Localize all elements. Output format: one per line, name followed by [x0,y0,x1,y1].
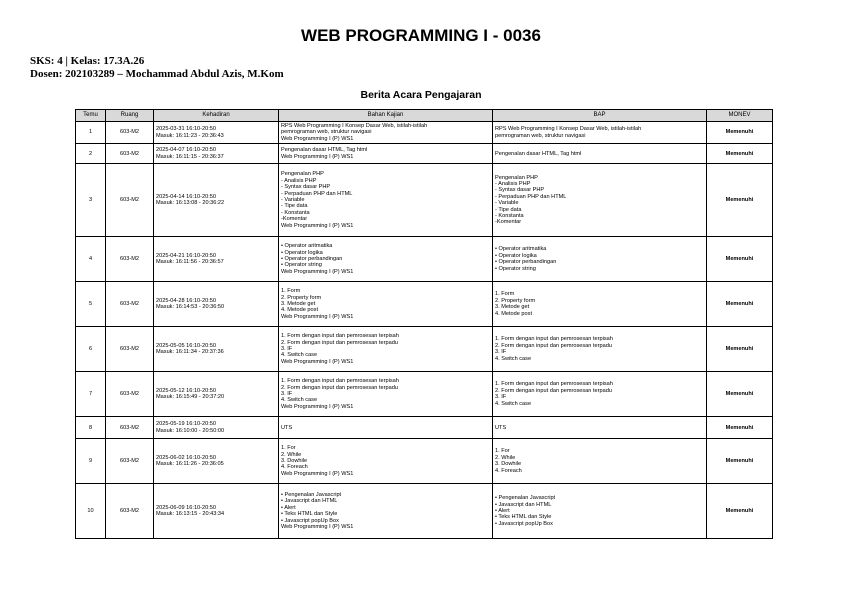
cell-bahan-kajian-line: • Operator perbandingan [281,256,343,263]
cell-kehadiran [154,164,279,237]
cell-bap-line: UTS [495,424,507,431]
cell-bap-line: 1. Form dengan input dan pemrosesan terpisah [495,336,613,343]
cell-bap [493,372,707,417]
cell-kehadiran [154,484,279,539]
cell-ruang: 603-M2 [106,417,154,439]
cell-bahan-kajian-line: Web Programming I (P) WS1 [281,268,354,275]
cell-bap-line: • Operator perbandingan [495,259,557,266]
section-title: Berita Acara Pengajaran [360,89,482,101]
cell-kehadiran-line: Masuk: 16:13:15 - 20:43:34 [156,511,225,518]
cell-temu: 7 [76,372,106,417]
cell-bap-line: RPS Web Programming I Konsep Dasar Web, istilah-istilah [495,126,642,133]
kelas-label: Kelas: [70,55,101,67]
cell-bahan-kajian-line: 1. Form [281,288,301,295]
cell-bahan-kajian-line: 4. Foreach [281,464,308,471]
cell-bap-line: 4. Switch case [495,355,532,362]
table-body [76,122,773,539]
cell-bahan-kajian-line: 2. Form dengan input dan pemrosesan terpadu [281,339,398,346]
cell-bap [493,237,707,282]
cell-bahan-kajian-line: 4. Switch case [281,397,318,404]
cell-ruang: 603-M2 [106,327,154,372]
cell-monev: Memenuhi [707,439,773,484]
cell-ruang: 603-M2 [106,237,154,282]
cell-bahan-kajian-line: 2. While [281,451,302,458]
cell-bahan-kajian-line: Web Programming I (P) WS1 [281,403,354,410]
cell-bahan-kajian-line: 1. Form dengan input dan pemrosesan terpisah [281,378,399,385]
cell-kehadiran-line: Masuk: 16:11:15 - 20:36:37 [156,153,224,160]
cell-temu: 10 [76,484,106,539]
cell-bap-line: 1. Form dengan input dan pemrosesan terpisah [495,381,613,388]
cell-bahan-kajian-line: 4. Metode post [281,307,319,314]
cell-bap [493,417,707,439]
cell-bap-line: • Operator string [495,265,536,272]
cell-bahan-kajian-line: • Pengenalan Javascript [281,492,342,498]
cell-kehadiran [154,327,279,372]
dosen-label: Dosen: [30,68,63,80]
cell-temu: 2 [76,144,106,164]
cell-bahan-kajian-line: pemrograman web, struktur navigasi [281,129,372,136]
cell-bap [493,484,707,539]
table-row [76,164,773,237]
cell-bap [493,122,707,144]
cell-kehadiran-line: 2025-04-21 16:10-20:50 [156,252,217,259]
cell-ruang: 603-M2 [106,282,154,327]
lecturer-info [30,68,284,81]
cell-bap [493,439,707,484]
cell-ruang: 603-M2 [106,164,154,237]
table-header-row [76,110,773,122]
table-row [76,417,773,439]
kelas-value: 17.3A.26 [103,55,145,67]
column-header-bahan-kajian: Bahan Kajian [279,110,493,122]
cell-bahan-kajian-line: - Analisis PHP [281,177,317,184]
cell-bahan-kajian-line: 1. For [281,445,296,452]
cell-temu: 1 [76,122,106,144]
sks-label: SKS: [30,55,55,67]
cell-bahan-kajian-line: 3. Dowhile [281,458,308,465]
cell-kehadiran [154,372,279,417]
cell-bap-line: • Javascript popUp Box [495,520,553,527]
cell-kehadiran-line: Masuk: 16:11:26 - 20:36:05 [156,461,224,468]
cell-bahan-kajian-line: • Operator logika [281,249,323,256]
cell-bahan-kajian-line: Pengenalan PHP [281,171,324,178]
cell-bahan-kajian [279,417,493,439]
cell-ruang: 603-M2 [106,484,154,539]
cell-kehadiran-line: 2025-04-14 16:10-20:50 [156,193,217,200]
teaching-record-table [75,109,773,539]
cell-kehadiran-line: Masuk: 16:10:00 - 20:50:00 [156,427,225,434]
cell-monev: Memenuhi [707,327,773,372]
column-header-kehadiran: Kehadiran [154,110,279,122]
cell-bahan-kajian-line: Web Programming I (P) WS1 [281,222,354,229]
cell-temu: 6 [76,327,106,372]
cell-monev: Memenuhi [707,417,773,439]
cell-ruang: 603-M2 [106,372,154,417]
cell-kehadiran-line: Masuk: 16:11:34 - 20:37:36 [156,349,224,356]
cell-temu: 3 [76,164,106,237]
table-row [76,372,773,417]
cell-bap-line: Pengenalan PHP [495,174,538,181]
cell-kehadiran-line: 2025-03-31 16:10-20:50 [156,126,217,133]
cell-bahan-kajian-line: - Syntax dasar PHP [281,184,331,191]
cell-bap-line: 2. While [495,454,516,461]
cell-bahan-kajian [279,372,493,417]
cell-bap-line: • Operator aritmatika [495,246,547,253]
cell-bahan-kajian-line: 3. Metode get [281,301,316,308]
cell-monev: Memenuhi [707,372,773,417]
cell-monev: Memenuhi [707,282,773,327]
cell-bahan-kajian-line: • Operator aritmatika [281,243,333,250]
cell-bap-line: Pengenalan dasar HTML, Tag html [495,150,582,157]
cell-kehadiran-line: 2025-05-12 16:10-20:50 [156,387,217,394]
cell-bap-line: - Perpaduan PHP dan HTML [495,193,567,200]
cell-bahan-kajian-line: Web Programming I (P) WS1 [281,358,354,365]
cell-bahan-kajian-line: 4. Switch case [281,352,318,359]
cell-ruang: 603-M2 [106,439,154,484]
cell-bap [493,282,707,327]
cell-bap-line: 1. Form [495,291,515,298]
cell-bahan-kajian-line: Web Programming I (P) WS1 [281,153,354,160]
cell-bap-line: 3. Dowhile [495,461,522,468]
cell-bahan-kajian-line: Web Programming I (P) WS1 [281,470,354,477]
cell-bap-line: 3. IF [495,394,507,401]
cell-bap-line: -Komentar [495,219,522,226]
cell-bahan-kajian [279,484,493,539]
cell-bahan-kajian [279,282,493,327]
cell-bahan-kajian-line: 3. IF [281,346,293,353]
cell-bahan-kajian-line: 1. Form dengan input dan pemrosesan terpisah [281,333,399,340]
cell-bap-line: - Syntax dasar PHP [495,187,545,194]
cell-kehadiran [154,237,279,282]
cell-ruang: 603-M2 [106,122,154,144]
cell-bap-line: 2. Property form [495,297,536,304]
cell-bap-line: - Konstanta [495,213,524,220]
cell-bap-line: • Pengenalan Javascript [495,495,556,502]
cell-bahan-kajian-line: - Variable [281,197,305,204]
cell-bap [493,327,707,372]
cell-ruang: 603-M2 [106,144,154,164]
cell-bahan-kajian-line: Web Programming I (P) WS1 [281,135,354,142]
cell-bahan-kajian-line: • Javascript popUp Box [281,517,339,524]
cell-bahan-kajian-line: - Perpaduan PHP dan HTML [281,190,353,197]
sks-value: 4 [57,55,63,67]
cell-kehadiran-line: 2025-06-02 16:10-20:50 [156,454,217,461]
cell-bahan-kajian-line: • Javascript dan HTML [281,498,338,505]
cell-kehadiran [154,122,279,144]
cell-bap-line: 2. Form dengan input dan pemrosesan terpadu [495,342,612,349]
cell-bahan-kajian [279,237,493,282]
column-header-bap: BAP [493,110,707,122]
cell-bahan-kajian [279,144,493,164]
column-header-temu: Temu [76,110,106,122]
cell-bahan-kajian-line: Web Programming I (P) WS1 [281,524,354,531]
cell-temu: 8 [76,417,106,439]
cell-monev: Memenuhi [707,144,773,164]
table-row [76,327,773,372]
cell-kehadiran-line: 2025-05-19 16:10-20:50 [156,421,217,428]
cell-bap-line: 4. Metode post [495,310,533,317]
cell-kehadiran [154,439,279,484]
cell-bap-line: 3. Metode get [495,304,530,311]
cell-bap-line: • Teks HTML dan Style [495,514,552,521]
cell-monev: Memenuhi [707,484,773,539]
table-row [76,484,773,539]
cell-bahan-kajian [279,164,493,237]
cell-bap [493,164,707,237]
cell-bap-line: pemrograman web, struktur navigasi [495,132,586,139]
cell-kehadiran-line: Masuk: 16:13:08 - 20:36:22 [156,200,225,207]
cell-monev: Memenuhi [707,122,773,144]
table-row [76,237,773,282]
cell-kehadiran-line: 2025-04-07 16:10-20:50 [156,147,217,154]
column-header-ruang: Ruang [106,110,154,122]
cell-bahan-kajian-line: • Operator string [281,262,322,269]
cell-kehadiran-line: Masuk: 16:14:53 - 20:36:50 [156,304,225,311]
cell-bahan-kajian-line: 3. IF [281,391,293,398]
cell-monev: Memenuhi [707,164,773,237]
cell-bahan-kajian-line: • Alert [281,504,296,511]
cell-temu: 5 [76,282,106,327]
cell-bahan-kajian-line: 2. Property form [281,294,322,301]
cell-bahan-kajian-line: RPS Web Programming I Konsep Dasar Web, istilah-istilah [281,123,428,129]
cell-bap-line: 1. For [495,448,510,455]
cell-bahan-kajian-line: • Teks HTML dan Style [281,511,338,518]
dosen-value: 202103289 – Mochammad Abdul Azis, M.Kom [65,68,284,80]
cell-bap-line: - Variable [495,200,519,207]
cell-bap-line: 2. Form dengan input dan pemrosesan terpadu [495,387,612,394]
table-row [76,439,773,484]
course-info: SKS: 4 | Kelas: 17.3A.26 [30,55,145,67]
table-row [76,122,773,144]
cell-monev: Memenuhi [707,237,773,282]
cell-kehadiran-line: Masuk: 16:11:23 - 20:36:43 [156,132,224,139]
cell-bahan-kajian-line: - Konstanta [281,209,310,216]
cell-kehadiran [154,144,279,164]
cell-bap-line: 4. Foreach [495,467,522,474]
cell-kehadiran-line: 2025-05-05 16:10-20:50 [156,342,217,349]
document-title: WEB PROGRAMMING I - 0036 [301,26,541,45]
cell-bahan-kajian [279,439,493,484]
cell-bap-line: • Alert [495,508,510,515]
cell-bahan-kajian-line: Web Programming I (P) WS1 [281,313,354,320]
cell-bap-line: 3. IF [495,349,507,356]
cell-bahan-kajian-line: - Tipe data [281,203,308,210]
column-header-monev: MONEV [707,110,773,122]
cell-bahan-kajian [279,327,493,372]
cell-bap-line: • Operator logika [495,252,537,259]
cell-bap [493,144,707,164]
cell-kehadiran-line: Masuk: 16:11:56 - 20:36:57 [156,259,224,266]
cell-bap-line: - Tipe data [495,206,522,213]
cell-kehadiran-line: 2025-04-28 16:10-20:50 [156,297,217,304]
cell-bahan-kajian-line: Pengenalan dasar HTML, Tag html [281,147,368,154]
cell-temu: 4 [76,237,106,282]
cell-bahan-kajian [279,122,493,144]
table-row [76,282,773,327]
cell-bahan-kajian-line: 2. Form dengan input dan pemrosesan terpadu [281,384,398,391]
table-row [76,144,773,164]
cell-kehadiran-line: Masuk: 16:15:49 - 20:37:20 [156,394,225,401]
cell-bap-line: - Analisis PHP [495,181,531,187]
cell-temu: 9 [76,439,106,484]
cell-kehadiran [154,417,279,439]
cell-bahan-kajian-line: -Komentar [281,216,308,223]
cell-bap-line: 4. Switch case [495,400,532,407]
cell-bap-line: • Javascript dan HTML [495,501,552,508]
cell-kehadiran-line: 2025-06-09 16:10-20:50 [156,504,217,511]
cell-bahan-kajian-line: UTS [281,424,293,431]
cell-kehadiran [154,282,279,327]
